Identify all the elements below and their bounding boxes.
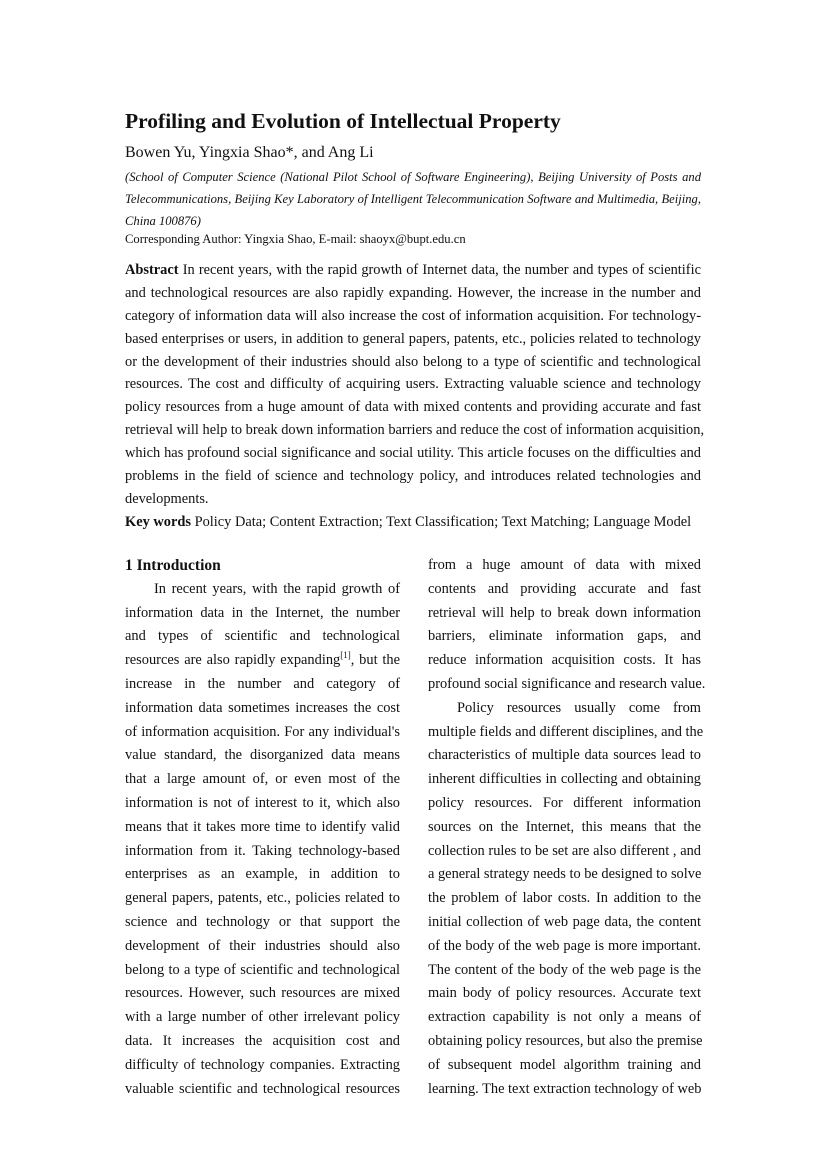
text-line: with a large number of other irrelevant policy: [125, 1009, 400, 1026]
paper-title: Profiling and Evolution of Intellectual Property: [125, 109, 561, 133]
keywords: [125, 511, 701, 534]
abstract-line: developments.: [125, 490, 209, 507]
text-line: The content of the body of the web page is the: [428, 961, 701, 978]
text-line: means that it takes more time to identify valid: [125, 818, 400, 835]
text-line: a general strategy needs to be designed to solve: [428, 866, 702, 883]
abstract-line: retrieval will help to break down information barriers and reduce the cost of information acquisition,: [125, 422, 705, 439]
text-line: characteristics of multiple data sources lead to: [428, 747, 701, 764]
text: , but the: [350, 652, 400, 669]
text-line: extraction capability is not only a means of: [428, 1009, 701, 1026]
text-line: [125, 649, 400, 673]
text-line: development of their industries should also: [125, 937, 400, 954]
text-line: science and technology or that support the: [125, 913, 400, 930]
abstract-line: category of information data will also increase the cost of information acquisition. For technology-: [125, 307, 701, 324]
text-line: information data sometimes increases the cost: [125, 699, 400, 716]
abstract-line: based enterprises or users, in addition to general papers, patents, etc., policies related to technology: [125, 330, 701, 347]
text-line: of the body of the web page is more important.: [428, 937, 701, 954]
affiliation-line: Telecommunications, Beijing Key Laboratory of Intelligent Telecommunication Software and Multimedia, Beijing,: [125, 192, 701, 206]
text-line: retrieval will help to break down information: [428, 604, 701, 621]
keywords-label: Key words: [125, 513, 191, 530]
text-line: main body of policy resources. Accurate text: [428, 985, 701, 1002]
text-line: valuable scientific and technological resources: [125, 1080, 400, 1097]
text-line: of information acquisition. For any individual's: [125, 723, 400, 740]
text-line: policy resources. For different information: [428, 794, 701, 811]
abstract-line: and technological resources are also rapidly expanding. However, the increase in the number and: [125, 284, 701, 301]
text-line: sources on the Internet, this means that the: [428, 818, 701, 835]
author-list: Bowen Yu, Yingxia Shao*, and Ang Li: [125, 144, 374, 161]
text-line: In recent years, with the rapid growth of: [154, 580, 400, 597]
text-line: information is not of interest to it, which also: [125, 794, 400, 811]
text-line: profound social significance and research value.: [428, 675, 706, 692]
text-line: data. It increases the acquisition cost and: [125, 1032, 400, 1049]
text-line: reduce information acquisition costs. It has: [428, 652, 701, 669]
text-line: belong to a type of scientific and technological: [125, 961, 400, 978]
affiliation: [125, 166, 701, 232]
affiliation-line: China 100876): [125, 214, 201, 228]
text-line: difficulty of technology companies. Extracting: [125, 1056, 400, 1073]
text-line: value standard, the disorganized data means: [125, 747, 400, 764]
text-line: and types of scientific and technological: [125, 628, 400, 645]
abstract-line: or the development of their industries should also belong to a type of scientific and technological: [125, 353, 701, 370]
text-line: enterprises as an example, in addition to: [125, 866, 400, 883]
text-line: learning. The text extraction technology of web: [428, 1080, 702, 1097]
abstract-line: [125, 259, 701, 282]
text-line: that a large amount of, or even most of the: [125, 771, 400, 788]
text-line: information from it. Taking technology-based: [125, 842, 400, 859]
text-line: resources. However, such resources are mixed: [125, 985, 400, 1002]
abstract-label: Abstract: [125, 262, 179, 278]
abstract-line: problems in the field of science and technology policy, and introduces related technologies and: [125, 468, 701, 485]
left-column: [125, 554, 400, 1101]
text-line: inherent difficulties in collecting and obtaining: [428, 771, 701, 788]
right-column: [428, 554, 706, 1101]
text-line: obtaining policy resources, but also the premise: [428, 1032, 703, 1049]
section-heading: 1 Introduction: [125, 557, 221, 574]
text-line: multiple fields and different disciplines, and the: [428, 723, 704, 740]
text-line: from a huge amount of data with mixed: [428, 557, 701, 573]
text-line: Policy resources usually come from: [457, 699, 701, 716]
text-line: information data in the Internet, the number: [125, 604, 400, 621]
affiliation-line: (School of Computer Science (National Pilot School of Software Engineering), Beijing University of Posts and: [125, 170, 701, 184]
text-line: of subsequent model algorithm training and: [428, 1056, 701, 1073]
corresponding-author: Corresponding Author: Yingxia Shao, E-mail: shaoyx@bupt.edu.cn: [125, 232, 466, 246]
citation: [1]: [340, 650, 351, 661]
abstract-line: resources. The cost and difficulty of acquiring users. Extracting valuable science and technology: [125, 376, 701, 393]
text-line: general papers, patents, etc., policies related to: [125, 890, 400, 907]
text: resources are also rapidly expanding: [125, 652, 341, 669]
text-line: initial collection of web page data, the content: [428, 913, 701, 930]
abstract-line: which has profound social significance and social utility. This article focuses on the difficulties and: [125, 445, 701, 462]
keywords-text: Policy Data; Content Extraction; Text Classification; Text Matching; Language Model: [194, 513, 692, 530]
text-line: contents and providing accurate and fast: [428, 580, 701, 597]
text-line: the problem of labor costs. In addition to the: [428, 890, 701, 907]
abstract: [125, 259, 705, 534]
abstract-line: policy resources from a huge amount of data with mixed contents and providing accurate and fast: [125, 399, 701, 416]
text-line: barriers, eliminate information gaps, and: [428, 628, 701, 645]
abstract-text: In recent years, with the rapid growth of Internet data, the number and types of scientific: [182, 262, 701, 278]
text-line: collection rules to be set are also different , and: [428, 842, 701, 859]
text-line: increase in the number and category of: [125, 675, 400, 692]
